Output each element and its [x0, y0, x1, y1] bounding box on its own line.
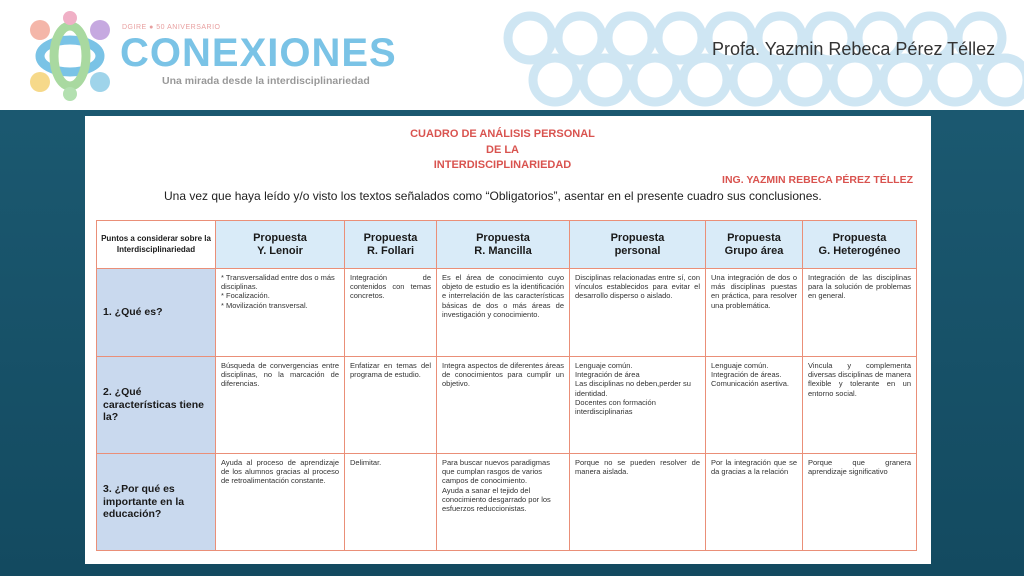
document-image — [85, 116, 931, 564]
table-cell: Integra aspectos de diferentes áreas de conocimientos para cumplir un objetivo. — [437, 357, 570, 454]
table-cell: Búsqueda de convergencias entre disciplinas, no la marcación de diferencias. — [216, 357, 345, 454]
table-cell: Integración de las disciplinas para la solución de problemas en general. — [803, 269, 917, 357]
doc-title-line: CUADRO DE ANÁLISIS PERSONAL — [410, 128, 595, 140]
table-cell: Integración de contenidos con temas concretos. — [345, 269, 437, 357]
column-header: Propuesta R. Follari — [345, 221, 437, 269]
table-cell: Enfatizar en temas del programa de estudio. — [345, 357, 437, 454]
conexiones-logo-icon — [20, 8, 120, 104]
doc-author: ING. YAZMIN REBECA PÉREZ TÉLLEZ — [722, 174, 913, 186]
table-cell: Ayuda al proceso de aprendizaje de los alumnos gracias al proceso de retroalimentación constante. — [216, 454, 345, 551]
doc-title-line: INTERDISCIPLINARIEDAD — [433, 159, 572, 171]
table-cell: Porque que granera aprendizaje significativo — [803, 454, 917, 551]
table-cell: * Transversalidad entre dos o más disciplinas. * Focalización. * Movilización transversal. — [216, 269, 345, 357]
table-row — [97, 454, 917, 551]
table-cell: Lenguaje común. Integración de área Las disciplinas no deben,perder su identidad. Docentes con formación interdisciplinarias — [570, 357, 706, 454]
table-row — [97, 357, 917, 454]
analysis-table — [96, 220, 917, 551]
brand-tagline-top: DGIRE ● 50 ANIVERSARIO — [122, 24, 221, 31]
row-header: 2. ¿Qué características tiene la? — [97, 357, 216, 454]
doc-title-line: DE LA — [486, 143, 519, 156]
brand-name: CONEXIONES — [120, 31, 397, 75]
table-cell: Una integración de dos o más disciplinas puestas en práctica, para resolver una problemática. — [706, 269, 803, 357]
table-cell: Para buscar nuevos paradigmas que cumplan rasgos de varios campos de conocimiento. Ayuda a sanar el tejido del conocimiento desgarrado por los esfuerzos reduccionistas. — [437, 454, 570, 551]
column-header: Propuesta G. Heterogéneo — [803, 221, 917, 269]
table-cell: Delimitar. — [345, 454, 437, 551]
table-cell: Lenguaje común. Integración de áreas. Comunicación asertiva. — [706, 357, 803, 454]
table-cell: Vincula y complementa diversas disciplinas de manera flexible y tolerante en un entorno social. — [803, 357, 917, 454]
table-header-row — [97, 221, 917, 269]
table-cell: Disciplinas relacionadas entre sí, con vínculos establecidos para evitar el desarrollo disperso o aislado. — [570, 269, 706, 357]
header-banner — [0, 0, 1024, 110]
table-cell: Porque no se pueden resolver de manera aislada. — [570, 454, 706, 551]
slide-author: Profa. Yazmin Rebeca Pérez Téllez — [712, 39, 996, 59]
doc-instruction: Una vez que haya leído y/o visto los textos señalados como “Obligatorios”, asentar en el presente cuadro sus conclusiones. — [164, 189, 822, 203]
table-cell: Por la integración que se da gracias a la relación — [706, 454, 803, 551]
corner-header: Puntos a considerar sobre la Interdisciplinariedad — [97, 221, 216, 269]
row-header: 1. ¿Qué es? — [97, 269, 216, 357]
table-row — [97, 269, 917, 357]
row-header: 3. ¿Por qué es importante en la educación? — [97, 454, 216, 551]
column-header: Propuesta R. Mancilla — [437, 221, 570, 269]
brand-subtitle: Una mirada desde la interdisciplinariedad — [162, 75, 370, 87]
doc-title — [395, 127, 610, 174]
column-header: Propuesta personal — [570, 221, 706, 269]
column-header: Propuesta Grupo área — [706, 221, 803, 269]
table-cell: Es el área de conocimiento cuyo objeto de estudio es la identificación e interrelación de las características básicas de dos o más áreas de investigación y conocimiento. — [437, 269, 570, 357]
column-header: Propuesta Y. Lenoir — [216, 221, 345, 269]
